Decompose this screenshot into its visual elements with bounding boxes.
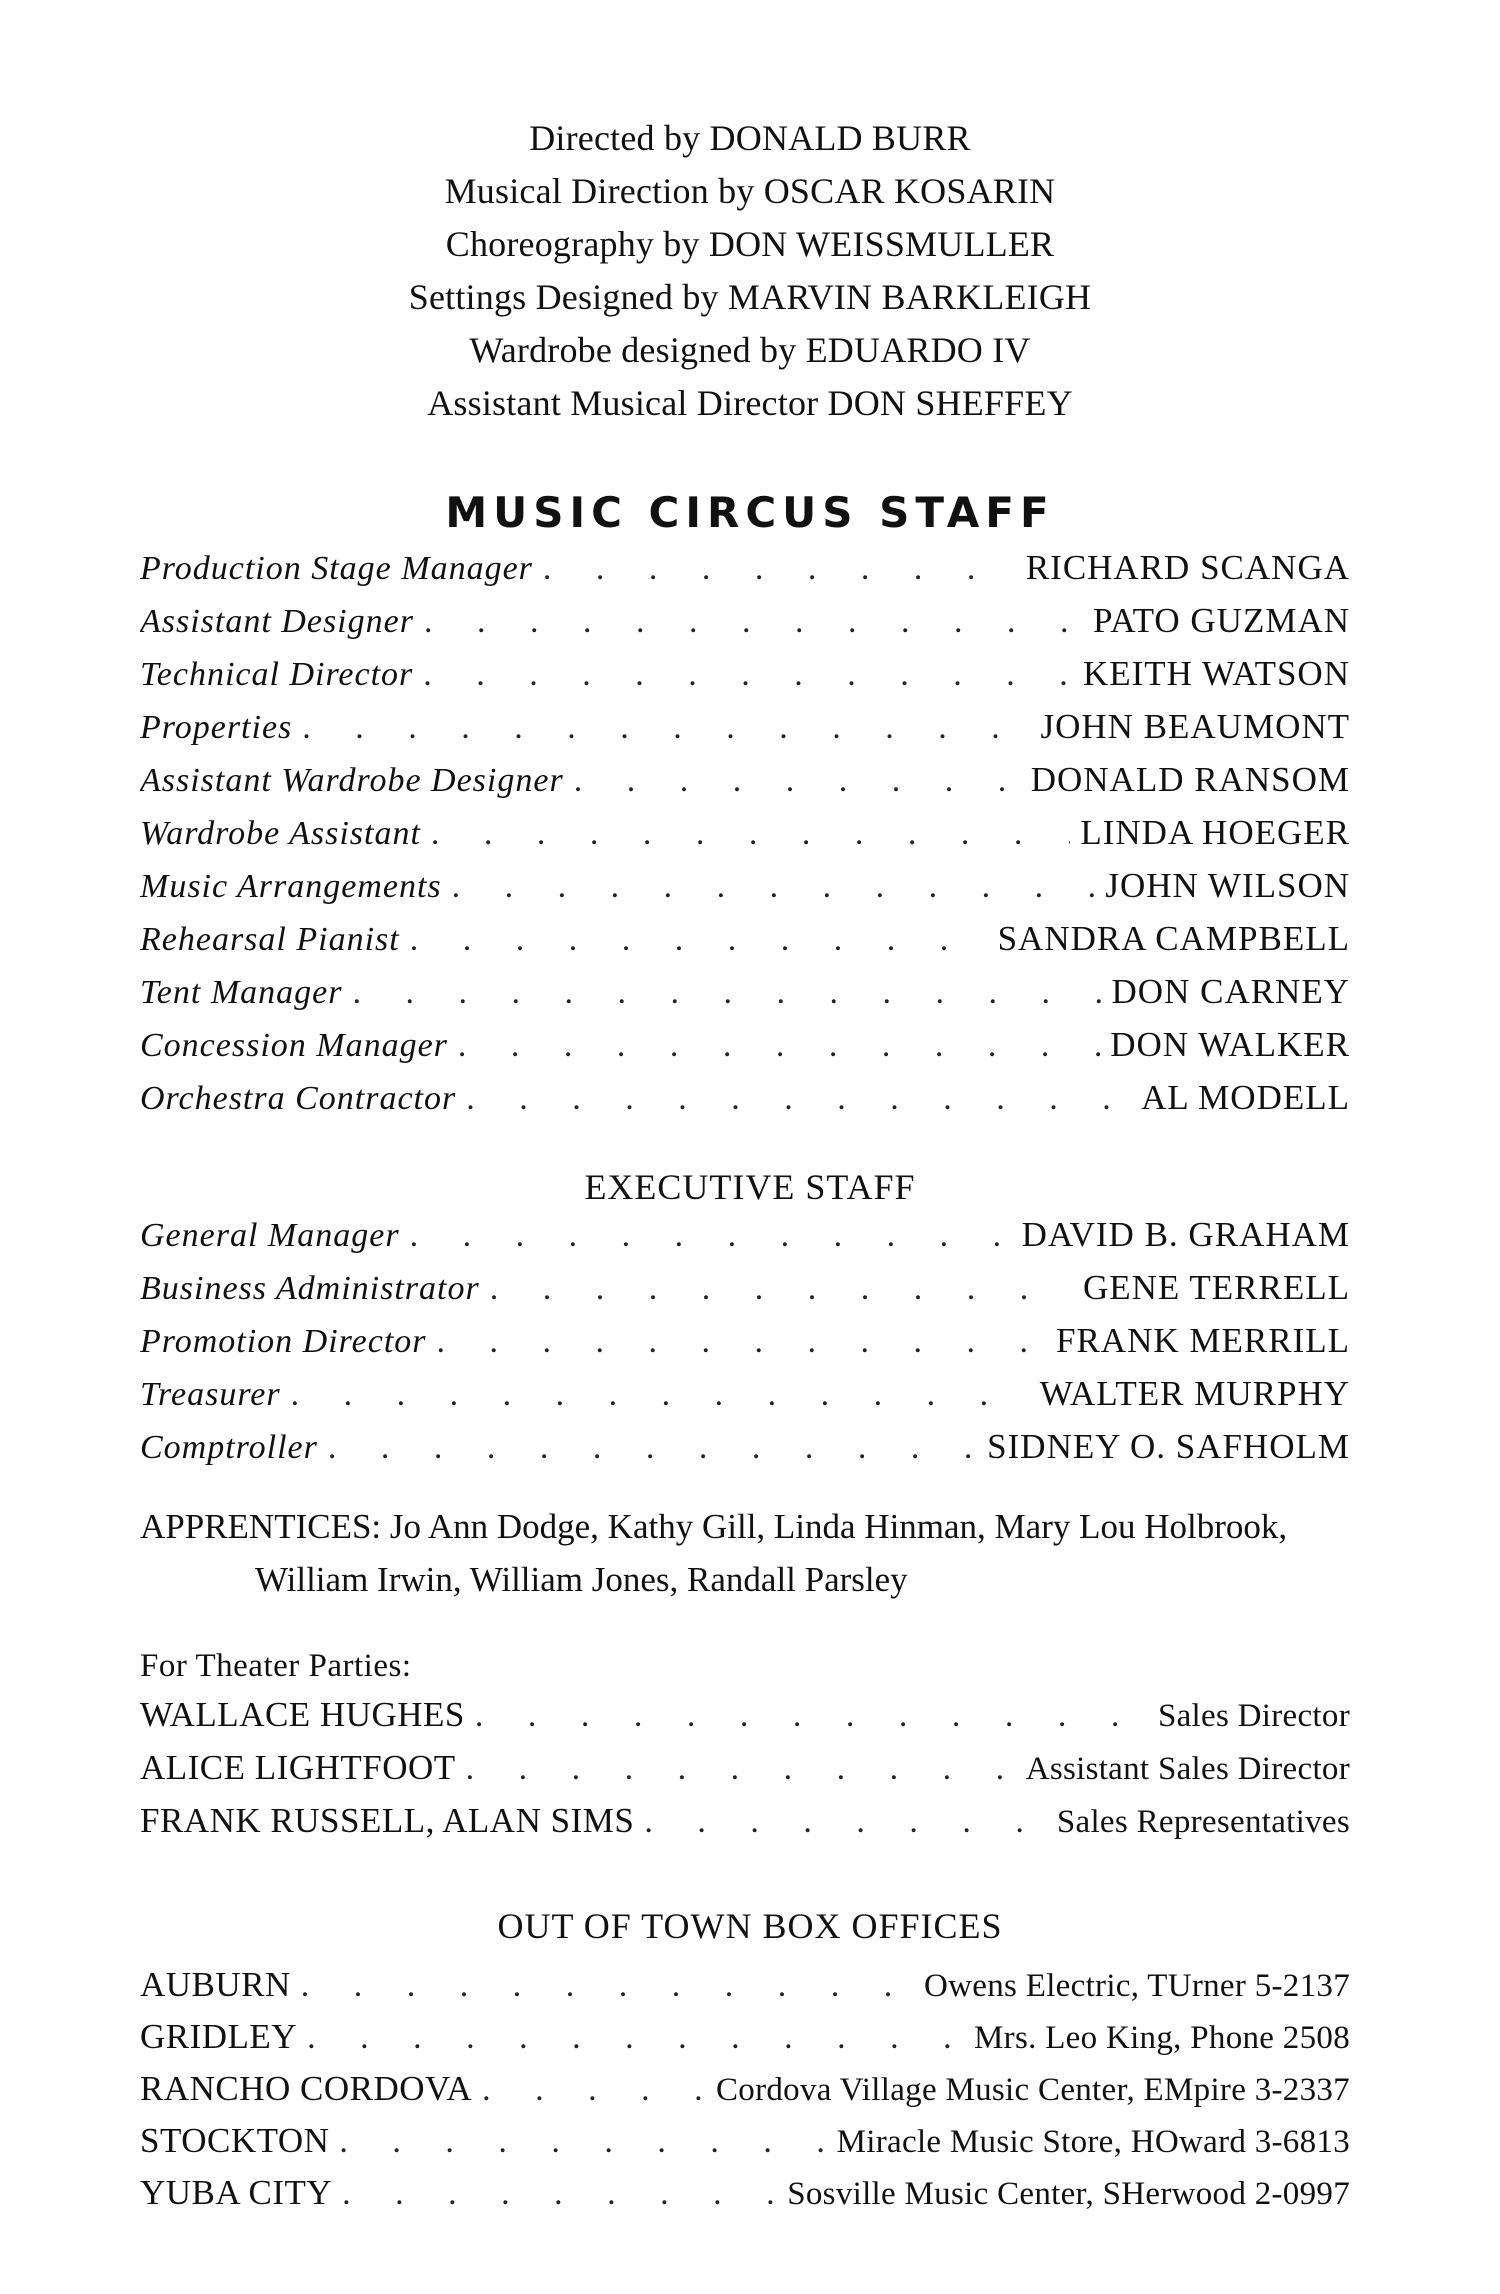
staff-name: SANDRA CAMPBELL [997, 919, 1350, 958]
dot-leader [352, 974, 1101, 1012]
dot-leader [437, 1323, 1046, 1361]
box-office-city: RANCHO CORDOVA [140, 2069, 473, 2108]
contact-title: Sales Representatives [1056, 1804, 1350, 1840]
credit-line: Wardrobe designed by EDUARDO IV [469, 330, 1031, 370]
contact-name: ALICE LIGHTFOOT [140, 1748, 456, 1787]
staff-role: Business Administrator [140, 1270, 480, 1307]
box-office-row [140, 1965, 1350, 2017]
box-offices-heading: OUT OF TOWN BOX OFFICES [497, 1906, 1003, 1946]
staff-role: Wardrobe Assistant [140, 815, 421, 852]
staff-role: Assistant Wardrobe Designer [140, 762, 564, 799]
staff-row [140, 601, 1350, 654]
music-circus-staff-heading: MUSIC CIRCUS STAFF [445, 488, 1055, 537]
dot-leader [644, 1803, 1047, 1841]
box-office-city: STOCKTON [140, 2121, 330, 2160]
staff-row [140, 1268, 1350, 1321]
dot-leader [490, 1270, 1073, 1308]
staff-name: LINDA HOEGER [1080, 813, 1350, 852]
staff-name: JOHN WILSON [1105, 866, 1350, 905]
staff-row [140, 813, 1350, 866]
staff-row [140, 866, 1350, 919]
staff-role: General Manager [140, 1217, 400, 1254]
staff-name: GENE TERRELL [1082, 1268, 1350, 1307]
dot-leader [307, 2019, 964, 2057]
staff-role: Rehearsal Pianist [140, 921, 400, 958]
staff-name: RICHARD SCANGA [1025, 548, 1350, 587]
contact-name: WALLACE HUGHES [140, 1695, 465, 1734]
staff-name: FRANK MERRILL [1056, 1321, 1350, 1360]
music-circus-staff-list [140, 548, 1350, 1131]
theater-parties-list [140, 1695, 1350, 1854]
staff-row [140, 919, 1350, 972]
staff-role: Technical Director [140, 656, 414, 693]
credit-line: Musical Direction by OSCAR KOSARIN [444, 171, 1056, 211]
dot-leader [328, 1429, 977, 1467]
staff-name: SIDNEY O. SAFHOLM [987, 1427, 1350, 1466]
staff-role: Orchestra Contractor [140, 1080, 457, 1117]
dot-leader [410, 1217, 1012, 1255]
staff-name: DONALD RANSOM [1030, 760, 1350, 799]
staff-role: Promotion Director [140, 1323, 427, 1360]
staff-role: Assistant Designer [140, 603, 414, 640]
dot-leader [291, 1376, 1030, 1414]
staff-row [140, 972, 1350, 1025]
staff-row [140, 1215, 1350, 1268]
credit-line: Settings Designed by MARVIN BARKLEIGH [408, 277, 1092, 317]
dot-leader [424, 603, 1083, 641]
staff-role: Production Stage Manager [140, 550, 533, 587]
staff-name: DAVID B. GRAHAM [1021, 1215, 1350, 1254]
dot-leader [543, 550, 1016, 588]
contact-title: Sales Director [1157, 1698, 1350, 1734]
staff-row [140, 707, 1350, 760]
staff-name: WALTER MURPHY [1039, 1374, 1350, 1413]
staff-row [140, 1078, 1350, 1131]
production-credits [0, 112, 1500, 430]
staff-row [140, 548, 1350, 601]
contact-row [140, 1801, 1350, 1854]
contact-title: Assistant Sales Director [1025, 1751, 1350, 1787]
executive-staff-heading: EXECUTIVE STAFF [584, 1167, 916, 1207]
staff-role: Tent Manager [140, 974, 343, 1011]
staff-name: JOHN BEAUMONT [1040, 707, 1350, 746]
staff-role: Treasurer [140, 1376, 281, 1413]
dot-leader [301, 1967, 914, 2005]
box-office-row [140, 2069, 1350, 2121]
staff-row [140, 1427, 1350, 1480]
box-office-location: Miracle Music Store, HOward 3-6813 [836, 2124, 1350, 2160]
staff-row [140, 760, 1350, 813]
staff-role: Concession Manager [140, 1027, 448, 1064]
staff-name: PATO GUZMAN [1092, 601, 1350, 640]
staff-name: AL MODELL [1141, 1078, 1350, 1117]
box-office-location: Cordova Village Music Center, EMpire 3-2337 [715, 2072, 1350, 2108]
box-offices-list [140, 1965, 1350, 2225]
box-office-location: Owens Electric, TUrner 5-2137 [924, 1968, 1350, 2004]
contact-name: FRANK RUSSELL, ALAN SIMS [140, 1801, 635, 1840]
box-office-city: AUBURN [140, 1965, 291, 2004]
dot-leader [339, 2123, 826, 2161]
box-office-row [140, 2173, 1350, 2225]
box-office-location: Sosville Music Center, SHerwood 2-0997 [787, 2176, 1350, 2212]
staff-name: KEITH WATSON [1082, 654, 1350, 693]
credit-line: Assistant Musical Director DON SHEFFEY [427, 383, 1073, 423]
dot-leader [410, 921, 988, 959]
box-office-row [140, 2121, 1350, 2173]
staff-role: Properties [140, 709, 293, 746]
dot-leader [423, 656, 1073, 694]
credit-line: Directed by DONALD BURR [529, 118, 971, 158]
box-office-city: GRIDLEY [140, 2017, 298, 2056]
dot-leader [302, 709, 1030, 747]
contact-row [140, 1695, 1350, 1748]
credit-line: Choreography by DON WEISSMULLER [445, 224, 1055, 264]
dot-leader [574, 762, 1021, 800]
staff-row [140, 654, 1350, 707]
staff-name: DON WALKER [1110, 1025, 1350, 1064]
box-office-location: Mrs. Leo King, Phone 2508 [974, 2020, 1350, 2056]
staff-row [140, 1374, 1350, 1427]
dot-leader [342, 2175, 777, 2213]
staff-row [140, 1025, 1350, 1078]
staff-role: Music Arrangements [140, 868, 442, 905]
contact-row [140, 1748, 1350, 1801]
apprentices-paragraph [140, 1500, 1360, 1606]
dot-leader [452, 868, 1096, 906]
dot-leader [475, 1697, 1148, 1735]
dot-leader [466, 1080, 1131, 1118]
dot-leader [431, 815, 1070, 853]
box-office-row [140, 2017, 1350, 2069]
staff-name: DON CARNEY [1111, 972, 1350, 1011]
dot-leader [482, 2071, 706, 2109]
executive-staff-list [140, 1215, 1350, 1480]
dot-leader [466, 1750, 1016, 1788]
theater-parties-label: For Theater Parties: [140, 1648, 412, 1684]
box-office-city: YUBA CITY [140, 2173, 333, 2212]
staff-row [140, 1321, 1350, 1374]
dot-leader [458, 1027, 1100, 1065]
apprentices-line: APPRENTICES: Jo Ann Dodge, Kathy Gill, Linda Hinman, Mary Lou Holbrook, [140, 1507, 1288, 1546]
apprentices-line: William Irwin, William Jones, Randall Parsley [255, 1560, 908, 1599]
staff-role: Comptroller [140, 1429, 318, 1466]
